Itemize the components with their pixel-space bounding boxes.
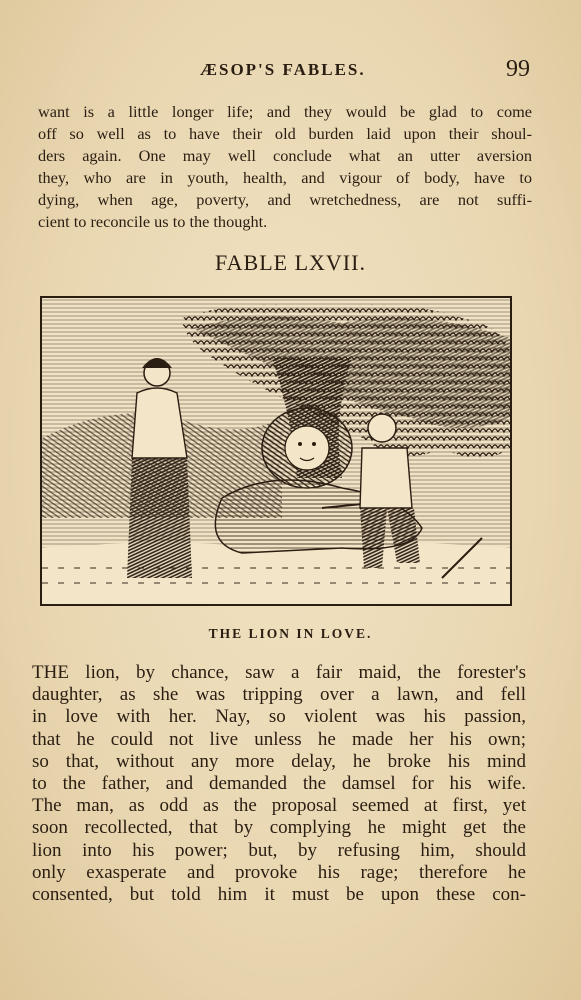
lion-in-love-engraving <box>42 298 510 604</box>
text-line: want is a little longer life; and they would be glad to come <box>38 102 532 121</box>
text-line: The man, as odd as the proposal seemed at first, yet <box>32 795 526 817</box>
running-title: ÆSOP'S FABLES. <box>200 60 366 79</box>
text-line: only exasperate and provoke his rage; therefore he <box>32 861 526 883</box>
text-line: that he could not live unless he made her his own; <box>32 728 526 750</box>
text-line: dying, when age, poverty, and wretchedness, are not suffi- <box>38 190 532 209</box>
text-line: soon recollected, that by complying he might get the <box>32 817 526 839</box>
continued-paragraph <box>38 101 532 233</box>
text-line: lion into his power; but, by refusing him, should <box>32 839 526 861</box>
woodcut-illustration <box>40 296 512 606</box>
text-line: off so well as to have their old burden laid upon their shoul- <box>38 124 532 143</box>
opening-word: THE <box>32 662 69 683</box>
text-fragment: lion, by chance, saw a fair maid, the forester's <box>68 662 526 683</box>
text-line: ders again. One may well conclude what an utter aversion <box>38 146 532 165</box>
illustration-caption: THE LION IN LOVE. <box>208 626 373 641</box>
text-line: consented, but told him it must be upon these con- <box>32 884 526 906</box>
text-line <box>32 662 526 684</box>
text-line: daughter, as she was tripping over a lawn, and fell <box>32 684 526 706</box>
text-line: cient to reconcile us to the thought. <box>38 212 268 231</box>
text-line: so that, without any more delay, he broke his mind <box>32 750 526 772</box>
text-line: in love with her. Nay, so violent was his passion, <box>32 706 526 728</box>
fable-text <box>32 662 526 906</box>
text-line: they, who are in youth, health, and vigour of body, have to <box>38 168 532 187</box>
text-line: to the father, and demanded the damsel for his wife. <box>32 773 526 795</box>
fable-heading: FABLE LXVII. <box>215 250 366 275</box>
page-number: 99 <box>506 56 530 82</box>
